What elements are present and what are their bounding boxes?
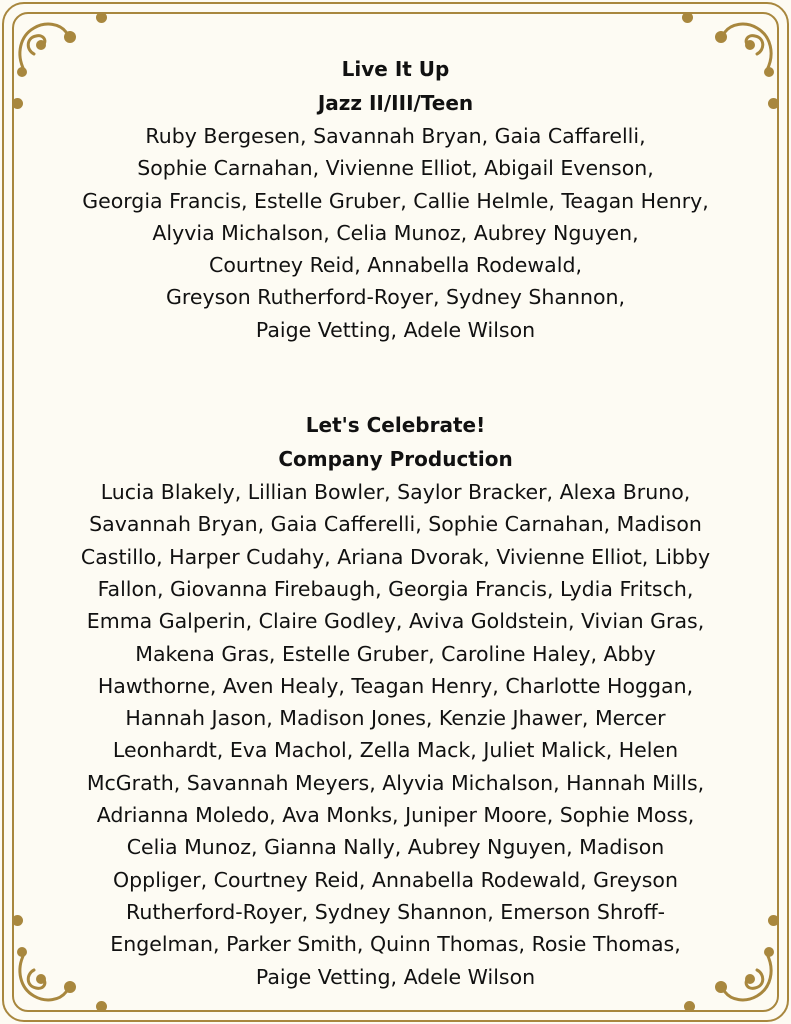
ornament-dot (12, 98, 23, 109)
cast-list (40, 476, 751, 993)
section-subtitle: Jazz II/III/Teen (317, 91, 474, 115)
cast-line: Courtney Reid, Annabella Rodewald, (209, 253, 582, 278)
cast-line: Hannah Jason, Madison Jones, Kenzie Jhawer, Mercer (125, 706, 666, 731)
cast-line: Lucia Blakely, Lillian Bowler, Saylor Bracker, Alexa Bruno, (100, 480, 691, 505)
ornament-dot (684, 1001, 695, 1012)
section-title: Let's Celebrate! (305, 413, 486, 438)
section-subtitle: Company Production (278, 447, 513, 472)
cast-line: Savannah Bryan, Gaia Cafferelli, Sophie Carnahan, Madison (89, 512, 702, 537)
cast-line: Emma Galperin, Claire Godley, Aviva Goldstein, Vivian Gras, (86, 609, 705, 634)
cast-line: Ruby Bergesen, Savannah Bryan, Gaia Caffarelli, (145, 124, 646, 148)
section-live-it-up (40, 52, 751, 346)
cast-list (40, 120, 751, 346)
cast-line: Celia Munoz, Gianna Nally, Aubrey Nguyen, Madison (126, 835, 665, 860)
cast-line: Makena Gras, Estelle Gruber, Caroline Haley, Abby (135, 641, 656, 666)
cast-line: Leonhardt, Eva Machol, Zella Mack, Juliet Malick, Helen (112, 738, 679, 763)
section-lets-celebrate (40, 408, 751, 993)
cast-line: Oppliger, Courtney Reid, Annabella Rodewald, Greyson (113, 867, 678, 892)
cast-line: McGrath, Savannah Meyers, Alyvia Michalson, Hannah Mills, (86, 770, 705, 795)
cast-line: Adrianna Moledo, Ava Monks, Juniper Moore, Sophie Moss, (96, 803, 695, 828)
program-content (40, 52, 751, 993)
cast-line: Alyvia Michalson, Celia Munoz, Aubrey Nguyen, (152, 220, 639, 245)
cast-line: Fallon, Giovanna Firebaugh, Georgia Francis, Lydia Fritsch, (97, 576, 694, 601)
cast-line: Rutherford-Royer, Sydney Shannon, Emerson Shroff- (126, 899, 665, 924)
ornament-dot (768, 98, 779, 109)
cast-line: Castillo, Harper Cudahy, Ariana Dvorak, Vivienne Elliot, Libby (80, 544, 711, 569)
cast-line: Paige Vetting, Adele Wilson (255, 317, 536, 342)
ornament-dot (96, 12, 107, 23)
ornament-dot (96, 1001, 107, 1012)
ornament-dot (768, 915, 779, 926)
cast-line: Greyson Rutherford-Royer, Sydney Shannon, (165, 285, 626, 310)
cast-line: Sophie Carnahan, Vivienne Elliot, Abigail Evenson, (137, 156, 654, 181)
section-spacer (40, 346, 751, 408)
cast-line: Paige Vetting, Adele Wilson (255, 964, 536, 989)
cast-line: Engelman, Parker Smith, Quinn Thomas, Rosie Thomas, (110, 932, 681, 957)
cast-line: Georgia Francis, Estelle Gruber, Callie Helmle, Teagan Henry, (82, 188, 709, 213)
section-title: Live It Up (341, 57, 450, 81)
cast-line: Hawthorne, Aven Healy, Teagan Henry, Charlotte Hoggan, (97, 673, 694, 698)
ornament-dot (12, 915, 23, 926)
ornament-dot (682, 12, 693, 23)
